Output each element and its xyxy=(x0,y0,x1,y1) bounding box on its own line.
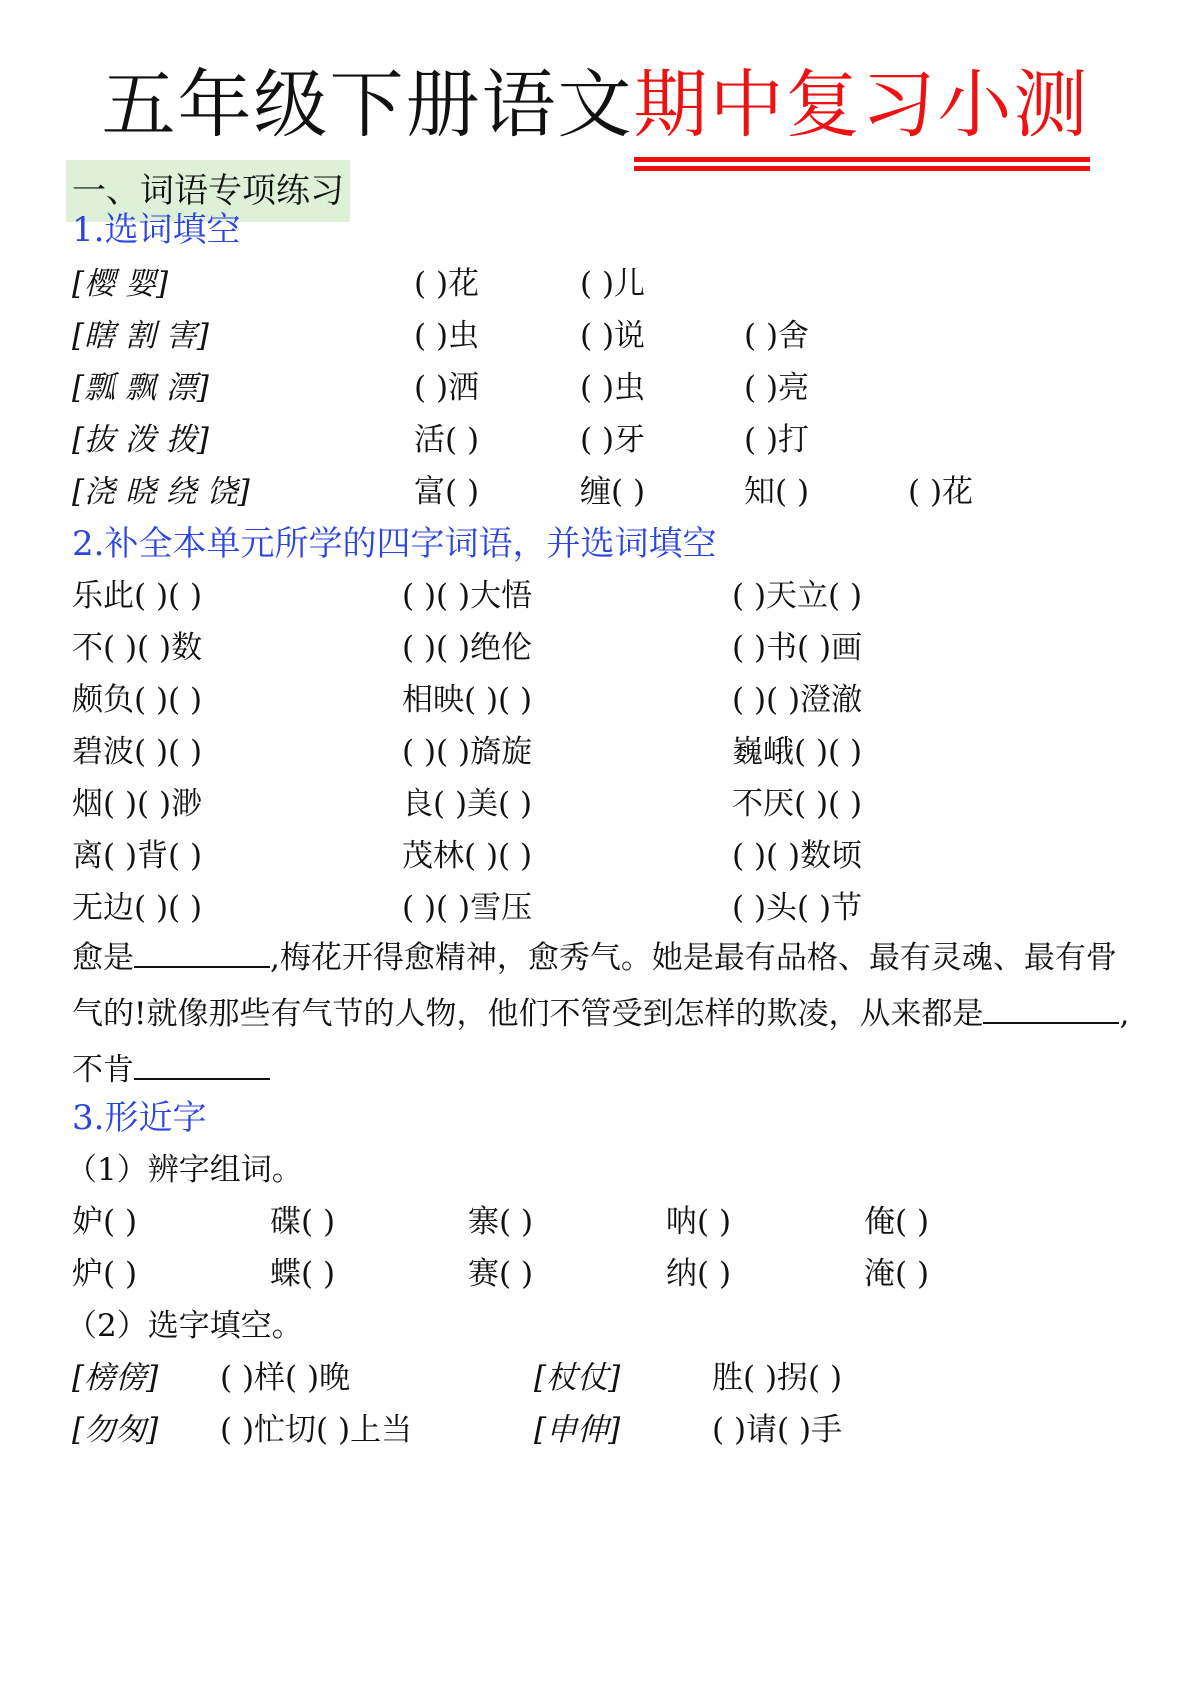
char-item[interactable]: 妒( ) xyxy=(72,1204,138,1240)
idiom-item[interactable]: 无边( )( ) xyxy=(72,890,203,926)
title-underline-1 xyxy=(634,157,1090,162)
fill-item[interactable]: 缠( ) xyxy=(580,474,646,510)
options: [勿匆] xyxy=(72,1412,159,1448)
char-item[interactable]: 俺( ) xyxy=(864,1204,930,1240)
fill-item[interactable]: 知( ) xyxy=(744,474,810,510)
title-red-text: 期中复习小测 xyxy=(633,62,1090,148)
char-item[interactable]: 淹( ) xyxy=(864,1256,930,1292)
idiom-item[interactable]: ( )( )澄澈 xyxy=(732,682,863,718)
worksheet-title xyxy=(0,60,1191,150)
fill-item[interactable]: ( )忙切( )上当 xyxy=(220,1412,413,1448)
fill-item[interactable]: 胜( )拐( ) xyxy=(712,1360,843,1396)
idiom-item[interactable]: 乐此( )( ) xyxy=(72,578,203,614)
idiom-item[interactable]: ( )( )雪压 xyxy=(402,890,533,926)
fill-item[interactable]: 富( ) xyxy=(414,474,480,510)
char-item[interactable]: 纳( ) xyxy=(666,1256,732,1292)
options: [申伸] xyxy=(534,1412,621,1448)
fill-item[interactable]: ( )虫 xyxy=(414,318,480,354)
title-red xyxy=(634,60,1090,150)
idiom-item[interactable]: 离( )背( ) xyxy=(72,838,203,874)
blank-1[interactable] xyxy=(134,934,270,968)
idiom-item[interactable]: 良( )美( ) xyxy=(402,786,533,822)
idiom-item[interactable]: ( )( )大悟 xyxy=(402,578,533,614)
passage-text: ,不肯 xyxy=(72,996,1130,1088)
fill-item[interactable]: ( )打 xyxy=(744,422,810,458)
blank-2[interactable] xyxy=(983,990,1119,1024)
options: [樱 婴] xyxy=(72,266,169,302)
blank-3[interactable] xyxy=(134,1046,270,1080)
idiom-item[interactable]: ( )书( )画 xyxy=(732,630,863,666)
fill-item[interactable]: ( )样( )晚 xyxy=(220,1360,351,1396)
section-heading-vocab: 一、词语专项练习 xyxy=(66,160,350,222)
idiom-item[interactable]: 烟( )( )渺 xyxy=(72,786,203,822)
idiom-item[interactable]: ( )( )旖旋 xyxy=(402,734,533,770)
fill-item[interactable]: ( )花 xyxy=(414,266,480,302)
char-item[interactable]: 炉( ) xyxy=(72,1256,138,1292)
part3-sub1: （1）辨字组词。 xyxy=(66,1152,303,1188)
options: [瓢 飘 漂] xyxy=(72,370,209,406)
idiom-item[interactable]: ( )( )数顷 xyxy=(732,838,863,874)
fill-item[interactable]: 活( ) xyxy=(414,422,480,458)
idiom-item[interactable]: 茂林( )( ) xyxy=(402,838,533,874)
passage-text: ,梅花开得愈精神，愈秀气。她是最有品格、最有灵魂、最有骨气的!就像那些有气节的人物，他们不管受到怎样的欺凌，从来都是 xyxy=(72,940,1117,1032)
part2-heading: 2.补全本单元所学的四字词语，并选词填空 xyxy=(72,524,717,564)
options: [榜傍] xyxy=(72,1360,159,1396)
options: [瞎 割 害] xyxy=(72,318,209,354)
idiom-item[interactable]: 相映( )( ) xyxy=(402,682,533,718)
passage xyxy=(72,930,1132,1098)
char-item[interactable]: 呐( ) xyxy=(666,1204,732,1240)
fill-item[interactable]: ( )儿 xyxy=(580,266,646,302)
fill-item[interactable]: ( )花 xyxy=(908,474,974,510)
idiom-item[interactable]: ( )( )绝伦 xyxy=(402,630,533,666)
idiom-item[interactable]: 不厌( )( ) xyxy=(732,786,863,822)
fill-item[interactable]: ( )亮 xyxy=(744,370,810,406)
char-item[interactable]: 赛( ) xyxy=(468,1256,534,1292)
fill-item[interactable]: ( )说 xyxy=(580,318,646,354)
fill-item[interactable]: ( )洒 xyxy=(414,370,480,406)
char-item[interactable]: 寨( ) xyxy=(468,1204,534,1240)
char-item[interactable]: 碟( ) xyxy=(270,1204,336,1240)
options: [杖仗] xyxy=(534,1360,621,1396)
idiom-item[interactable]: 不( )( )数 xyxy=(72,630,203,666)
options: [抜 泼 拨] xyxy=(72,422,209,458)
idiom-item[interactable]: 颇负( )( ) xyxy=(72,682,203,718)
idiom-item[interactable]: ( )天立( ) xyxy=(732,578,863,614)
idiom-item[interactable]: ( )头( )节 xyxy=(732,890,863,926)
idiom-item[interactable]: 碧波( )( ) xyxy=(72,734,203,770)
fill-item[interactable]: ( )请( )手 xyxy=(712,1412,843,1448)
options: [浇 晓 绕 饶] xyxy=(72,474,250,510)
fill-item[interactable]: ( )舍 xyxy=(744,318,810,354)
part3-heading: 3.形近字 xyxy=(72,1098,207,1138)
char-item[interactable]: 蝶( ) xyxy=(270,1256,336,1292)
part1-heading: 1.选词填空 xyxy=(72,210,241,250)
fill-item[interactable]: ( )虫 xyxy=(580,370,646,406)
title-underline-2 xyxy=(634,166,1090,171)
part3-sub2: （2）选字填空。 xyxy=(66,1308,303,1344)
title-black: 五年级下册语文 xyxy=(101,62,634,148)
idiom-item[interactable]: 巍峨( )( ) xyxy=(732,734,863,770)
passage-text: 愈是 xyxy=(72,940,134,976)
fill-item[interactable]: ( )牙 xyxy=(580,422,646,458)
